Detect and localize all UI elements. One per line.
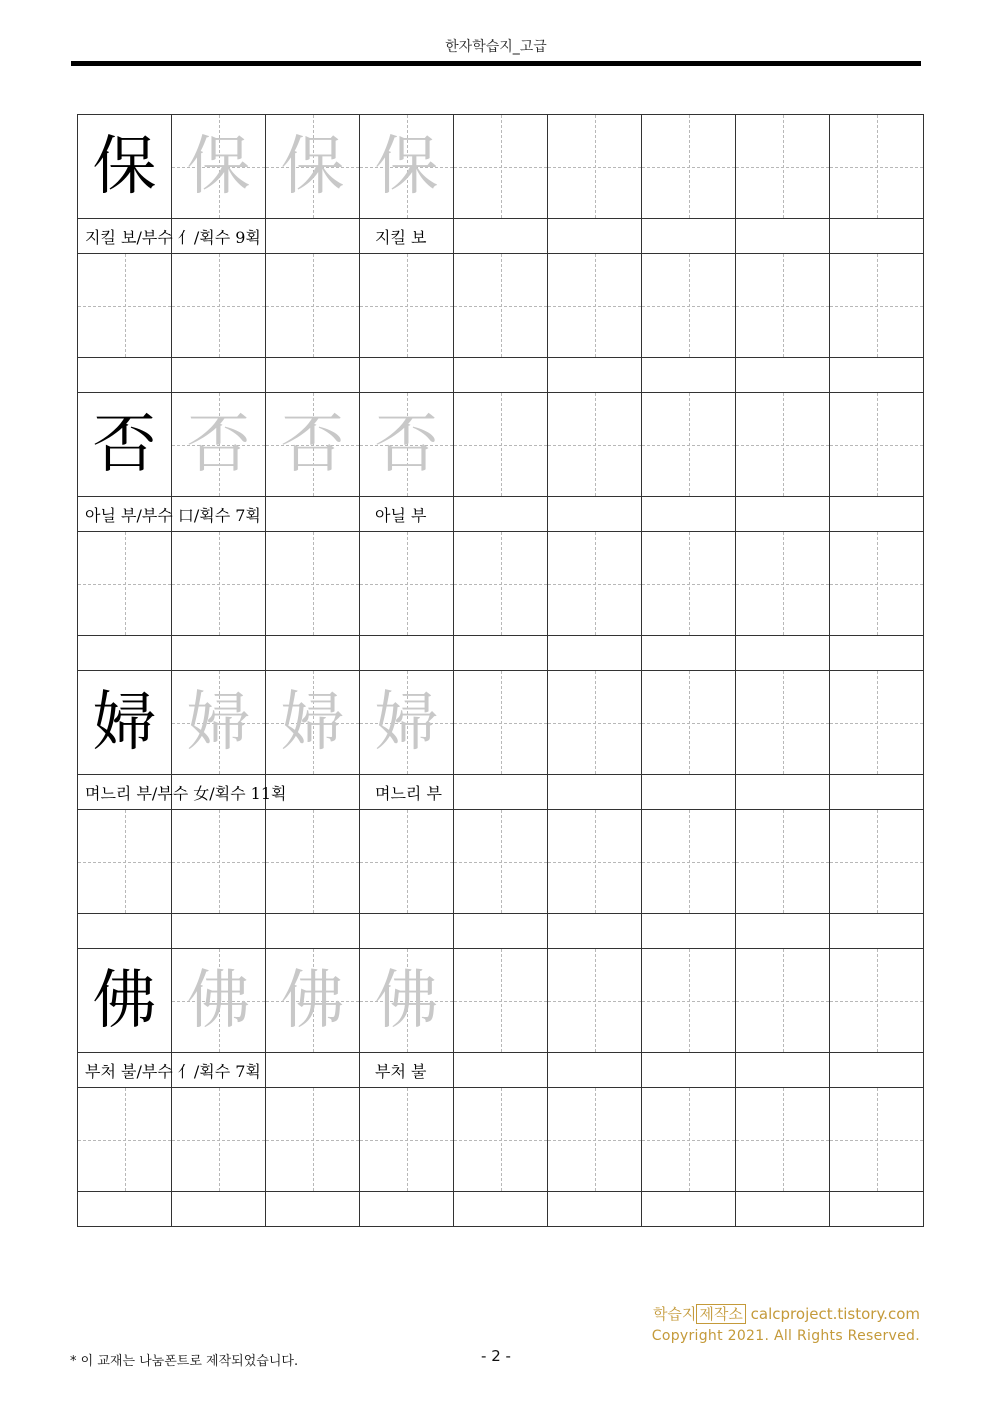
practice-cell xyxy=(642,1088,736,1192)
practice-row xyxy=(78,810,924,914)
hanja-main: 婦 xyxy=(92,685,157,760)
guide-horizontal xyxy=(736,584,829,585)
info-cell xyxy=(78,358,172,393)
guide-horizontal xyxy=(642,306,735,307)
practice-cell xyxy=(360,532,454,636)
hanja-info: 지킬 보/부수 亻/획수 9획 xyxy=(85,227,261,247)
guide-horizontal xyxy=(642,723,735,724)
practice-cell xyxy=(642,671,736,775)
info-cell xyxy=(548,914,642,949)
info-cell xyxy=(736,219,830,254)
guide-horizontal xyxy=(642,167,735,168)
guide-horizontal xyxy=(830,1001,923,1002)
guide-horizontal xyxy=(642,445,735,446)
practice-cell xyxy=(266,115,360,219)
practice-cell xyxy=(830,671,924,775)
blank-row xyxy=(78,914,924,949)
practice-cell xyxy=(454,393,548,497)
info-cell xyxy=(454,1192,548,1227)
hanja-row xyxy=(78,393,924,497)
info-cell xyxy=(78,914,172,949)
guide-horizontal xyxy=(548,445,641,446)
hanja-trace: 否 xyxy=(374,407,439,482)
practice-grid xyxy=(77,114,915,1230)
info-cell xyxy=(642,914,736,949)
guide-horizontal xyxy=(830,1140,923,1141)
guide-horizontal xyxy=(736,723,829,724)
practice-cell xyxy=(548,532,642,636)
info-cell xyxy=(548,497,642,532)
info-cell xyxy=(736,1053,830,1088)
info-cell xyxy=(78,1053,261,1088)
practice-cell xyxy=(78,393,172,497)
practice-cell xyxy=(266,1088,360,1192)
info-row xyxy=(78,497,924,532)
practice-cell xyxy=(360,393,454,497)
practice-cell xyxy=(548,393,642,497)
hanja-trace: 佛 xyxy=(186,963,251,1038)
guide-horizontal xyxy=(736,445,829,446)
info-cell xyxy=(172,636,266,671)
practice-cell xyxy=(830,532,924,636)
info-cell xyxy=(736,358,830,393)
info-cell xyxy=(266,914,360,949)
practice-cell xyxy=(642,532,736,636)
info-cell xyxy=(266,497,360,532)
practice-cell xyxy=(736,393,830,497)
practice-cell xyxy=(454,1088,548,1192)
info-cell xyxy=(360,1053,454,1088)
info-cell xyxy=(830,1192,924,1227)
info-cell xyxy=(642,1192,736,1227)
guide-horizontal xyxy=(454,167,547,168)
practice-cell xyxy=(266,810,360,914)
info-cell xyxy=(266,636,360,671)
practice-cell xyxy=(172,393,266,497)
practice-cell xyxy=(736,810,830,914)
info-cell xyxy=(642,636,736,671)
practice-cell xyxy=(454,115,548,219)
info-cell xyxy=(78,636,172,671)
practice-cell xyxy=(172,810,266,914)
practice-cell xyxy=(172,949,266,1053)
hanja-info: 며느리 부/부수 女/획수 11획 xyxy=(85,783,287,803)
guide-horizontal xyxy=(360,862,453,863)
practice-row xyxy=(78,254,924,358)
practice-cell xyxy=(78,1088,172,1192)
hanja-trace: 佛 xyxy=(280,963,345,1038)
info-cell xyxy=(360,775,454,810)
guide-horizontal xyxy=(548,167,641,168)
practice-cell xyxy=(830,949,924,1053)
hanja-trace: 保 xyxy=(280,129,345,204)
guide-horizontal xyxy=(642,1001,735,1002)
guide-horizontal xyxy=(548,723,641,724)
practice-cell xyxy=(172,1088,266,1192)
practice-cell xyxy=(830,115,924,219)
guide-horizontal xyxy=(266,306,359,307)
practice-cell xyxy=(266,949,360,1053)
info-cell xyxy=(360,636,454,671)
practice-cell xyxy=(454,254,548,358)
info-cell xyxy=(360,1192,454,1227)
info-cell xyxy=(736,1192,830,1227)
guide-horizontal xyxy=(360,306,453,307)
info-cell xyxy=(454,358,548,393)
practice-cell xyxy=(360,671,454,775)
guide-horizontal xyxy=(78,1140,171,1141)
info-cell xyxy=(360,219,454,254)
info-cell xyxy=(642,219,736,254)
hanja-trace: 婦 xyxy=(374,685,439,760)
blank-row xyxy=(78,358,924,393)
practice-cell xyxy=(360,1088,454,1192)
hanja-main: 佛 xyxy=(92,963,157,1038)
practice-cell xyxy=(642,949,736,1053)
footer-note: * 이 교재는 나눔폰트로 제작되었습니다. xyxy=(70,1354,299,1369)
info-cell xyxy=(78,497,261,532)
practice-cell xyxy=(266,254,360,358)
guide-horizontal xyxy=(360,1140,453,1141)
practice-cell xyxy=(830,254,924,358)
practice-cell xyxy=(78,532,172,636)
practice-cell xyxy=(172,671,266,775)
hanja-trace: 婦 xyxy=(186,685,251,760)
footer-copyright: Copyright 2021. All Rights Reserved. xyxy=(651,1328,920,1344)
guide-horizontal xyxy=(736,862,829,863)
info-row xyxy=(78,219,924,254)
guide-horizontal xyxy=(172,862,265,863)
guide-horizontal xyxy=(642,1140,735,1141)
hanja-trace: 否 xyxy=(186,407,251,482)
info-cell xyxy=(830,497,924,532)
practice-cell xyxy=(642,393,736,497)
practice-cell xyxy=(642,810,736,914)
practice-cell xyxy=(360,810,454,914)
info-cell xyxy=(172,358,266,393)
practice-cell xyxy=(736,254,830,358)
info-cell xyxy=(266,1053,360,1088)
guide-horizontal xyxy=(548,1001,641,1002)
guide-horizontal xyxy=(830,306,923,307)
practice-cell xyxy=(454,671,548,775)
practice-cell xyxy=(360,254,454,358)
info-row xyxy=(78,1053,924,1088)
practice-cell xyxy=(642,115,736,219)
guide-horizontal xyxy=(548,306,641,307)
guide-horizontal xyxy=(830,723,923,724)
info-cell xyxy=(360,914,454,949)
info-cell xyxy=(830,1053,924,1088)
practice-cell xyxy=(830,393,924,497)
guide-horizontal xyxy=(360,584,453,585)
practice-cell xyxy=(548,1088,642,1192)
info-cell xyxy=(736,636,830,671)
practice-cell xyxy=(78,671,172,775)
practice-cell xyxy=(642,254,736,358)
practice-cell xyxy=(736,1088,830,1192)
guide-horizontal xyxy=(736,306,829,307)
practice-cell xyxy=(736,949,830,1053)
hanja-meaning: 아닐 부 xyxy=(375,505,427,525)
info-cell xyxy=(736,497,830,532)
info-row xyxy=(78,775,924,810)
guide-horizontal xyxy=(454,306,547,307)
hanja-row xyxy=(78,949,924,1053)
info-cell xyxy=(642,497,736,532)
guide-horizontal xyxy=(266,862,359,863)
hanja-trace: 保 xyxy=(186,129,251,204)
page-number: - 2 - xyxy=(481,1347,511,1365)
guide-horizontal xyxy=(78,584,171,585)
guide-horizontal xyxy=(454,1140,547,1141)
info-cell xyxy=(454,219,548,254)
info-cell xyxy=(548,1192,642,1227)
hanja-main: 保 xyxy=(92,129,157,204)
guide-horizontal xyxy=(548,1140,641,1141)
practice-cell xyxy=(78,254,172,358)
practice-cell xyxy=(360,949,454,1053)
practice-cell xyxy=(172,532,266,636)
info-cell xyxy=(736,914,830,949)
info-cell xyxy=(736,775,830,810)
info-cell xyxy=(830,636,924,671)
practice-cell xyxy=(548,671,642,775)
practice-cell xyxy=(736,532,830,636)
info-cell xyxy=(360,497,454,532)
guide-horizontal xyxy=(548,584,641,585)
blank-row xyxy=(78,636,924,671)
info-cell xyxy=(642,1053,736,1088)
practice-cell xyxy=(736,671,830,775)
info-cell xyxy=(266,1192,360,1227)
brand-site: calcproject.tistory.com xyxy=(745,1305,920,1323)
guide-horizontal xyxy=(830,584,923,585)
hanja-info: 아닐 부/부수 口/획수 7획 xyxy=(85,505,261,525)
info-cell xyxy=(266,219,360,254)
practice-cell xyxy=(830,1088,924,1192)
info-cell xyxy=(454,1053,548,1088)
info-cell xyxy=(548,358,642,393)
practice-cell xyxy=(78,115,172,219)
practice-cell xyxy=(548,115,642,219)
practice-cell xyxy=(266,671,360,775)
practice-cell xyxy=(78,810,172,914)
guide-horizontal xyxy=(830,862,923,863)
info-cell xyxy=(830,775,924,810)
guide-horizontal xyxy=(454,584,547,585)
guide-horizontal xyxy=(172,584,265,585)
guide-horizontal xyxy=(454,1001,547,1002)
info-cell xyxy=(78,775,287,810)
hanja-meaning: 지킬 보 xyxy=(375,227,427,247)
header-rule xyxy=(71,61,921,66)
brand-prefix: 학습지 xyxy=(652,1305,697,1323)
info-cell xyxy=(172,914,266,949)
hanja-trace: 佛 xyxy=(374,963,439,1038)
info-cell xyxy=(78,1192,172,1227)
hanja-meaning: 며느리 부 xyxy=(375,783,442,803)
guide-horizontal xyxy=(642,862,735,863)
footer-brand xyxy=(653,1303,920,1324)
hanja-meaning: 부처 불 xyxy=(375,1061,427,1081)
hanja-main: 否 xyxy=(92,407,157,482)
practice-row xyxy=(78,1088,924,1192)
hanja-row xyxy=(78,671,924,775)
info-cell xyxy=(454,914,548,949)
practice-cell xyxy=(548,254,642,358)
hanja-info: 부처 불/부수 亻/획수 7획 xyxy=(85,1061,261,1081)
guide-horizontal xyxy=(78,306,171,307)
info-cell xyxy=(360,358,454,393)
practice-table xyxy=(77,114,924,1227)
guide-horizontal xyxy=(266,1140,359,1141)
practice-cell xyxy=(266,393,360,497)
guide-horizontal xyxy=(736,1001,829,1002)
info-cell xyxy=(454,775,548,810)
practice-cell xyxy=(736,115,830,219)
info-cell xyxy=(830,914,924,949)
practice-cell xyxy=(172,254,266,358)
info-cell xyxy=(454,636,548,671)
guide-horizontal xyxy=(736,167,829,168)
info-cell xyxy=(548,219,642,254)
guide-horizontal xyxy=(454,862,547,863)
info-cell xyxy=(548,1053,642,1088)
guide-horizontal xyxy=(736,1140,829,1141)
guide-horizontal xyxy=(78,862,171,863)
guide-horizontal xyxy=(830,445,923,446)
info-cell xyxy=(548,775,642,810)
hanja-row xyxy=(78,115,924,219)
info-cell xyxy=(454,497,548,532)
practice-cell xyxy=(454,949,548,1053)
practice-cell xyxy=(830,810,924,914)
guide-horizontal xyxy=(454,723,547,724)
info-cell xyxy=(642,775,736,810)
page-header-title: 한자학습지_고급 xyxy=(445,39,547,55)
guide-horizontal xyxy=(454,445,547,446)
practice-cell xyxy=(548,810,642,914)
practice-cell xyxy=(548,949,642,1053)
guide-horizontal xyxy=(548,862,641,863)
info-cell xyxy=(642,358,736,393)
info-cell xyxy=(830,358,924,393)
info-cell xyxy=(172,1192,266,1227)
guide-horizontal xyxy=(172,306,265,307)
practice-row xyxy=(78,532,924,636)
practice-cell xyxy=(266,532,360,636)
brand-boxed: 제작소 xyxy=(696,1304,745,1324)
practice-cell xyxy=(172,115,266,219)
info-cell xyxy=(78,219,261,254)
hanja-trace: 否 xyxy=(280,407,345,482)
hanja-trace: 保 xyxy=(374,129,439,204)
guide-horizontal xyxy=(642,584,735,585)
hanja-trace: 婦 xyxy=(280,685,345,760)
blank-row xyxy=(78,1192,924,1227)
guide-horizontal xyxy=(266,584,359,585)
info-cell xyxy=(266,358,360,393)
practice-cell xyxy=(360,115,454,219)
info-cell xyxy=(548,636,642,671)
practice-cell xyxy=(78,949,172,1053)
practice-cell xyxy=(454,532,548,636)
guide-horizontal xyxy=(830,167,923,168)
info-cell xyxy=(830,219,924,254)
guide-horizontal xyxy=(172,1140,265,1141)
practice-cell xyxy=(454,810,548,914)
